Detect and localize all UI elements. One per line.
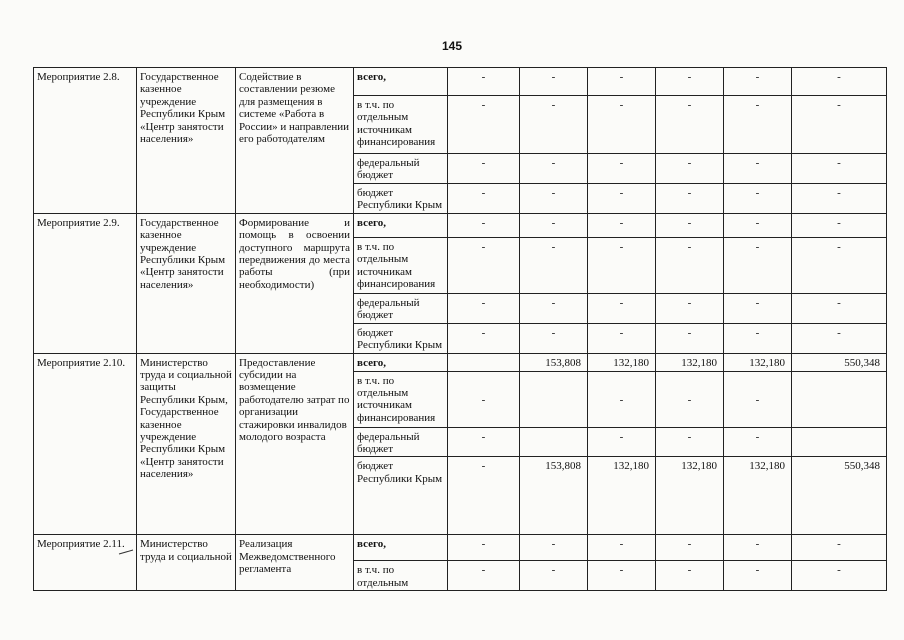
value-cell: - — [792, 96, 887, 154]
description-cell: Формирование и помощь в освоении доступного маршрута передвижения до места работы (при необходимости) — [236, 213, 354, 353]
value-cell: - — [588, 68, 656, 96]
source-label: всего, — [354, 213, 448, 237]
value-cell: 132,180 — [724, 353, 792, 371]
source-label: в т.ч. по отдельным источникам финансирования — [354, 96, 448, 154]
value-cell: - — [724, 323, 792, 353]
value-cell: - — [588, 535, 656, 561]
description-cell: Содействие в составлении резюме для размещения в системе «Работа в России» и направлении его работодателям — [236, 68, 354, 214]
value-cell: - — [588, 96, 656, 154]
value-cell: - — [724, 371, 792, 427]
value-cell: - — [520, 535, 588, 561]
value-cell: - — [520, 293, 588, 323]
value-cell: - — [656, 293, 724, 323]
source-label: федеральный бюджет — [354, 427, 448, 457]
value-cell: - — [724, 183, 792, 213]
source-label: всего, — [354, 535, 448, 561]
value-cell: - — [588, 213, 656, 237]
value-cell: - — [588, 427, 656, 457]
source-label: бюджет Республики Крым — [354, 323, 448, 353]
source-label: в т.ч. по отдельным источникам финансирования — [354, 237, 448, 293]
value-cell: - — [656, 561, 724, 591]
value-cell: - — [588, 154, 656, 184]
value-cell: - — [792, 183, 887, 213]
value-cell: 132,180 — [656, 353, 724, 371]
value-cell: - — [520, 96, 588, 154]
value-cell: - — [448, 535, 520, 561]
measure-cell: Мероприятие 2.10. — [34, 353, 137, 535]
value-cell: - — [448, 154, 520, 184]
source-label: всего, — [354, 68, 448, 96]
value-cell: - — [724, 154, 792, 184]
funding-table — [33, 67, 887, 591]
value-cell: - — [588, 183, 656, 213]
executor-cell: Государственное казенное учреждение Республики Крым «Центр занятости населения» — [137, 213, 236, 353]
executor-cell: Министерство труда и социальной — [137, 535, 236, 591]
value-cell: - — [656, 68, 724, 96]
value-cell: - — [656, 237, 724, 293]
value-cell: - — [724, 535, 792, 561]
description-cell: Реализация Межведомственного регламента — [236, 535, 354, 591]
table-row — [34, 535, 887, 561]
value-cell: - — [588, 293, 656, 323]
source-label: федеральный бюджет — [354, 154, 448, 184]
source-label: всего, — [354, 353, 448, 371]
source-label: в т.ч. по отдельным — [354, 561, 448, 591]
value-cell: - — [448, 561, 520, 591]
value-cell — [792, 371, 887, 427]
value-cell: - — [588, 371, 656, 427]
table-row — [34, 213, 887, 237]
value-cell: 153,808 — [520, 353, 588, 371]
value-cell: - — [724, 427, 792, 457]
value-cell: - — [724, 68, 792, 96]
value-cell: - — [520, 237, 588, 293]
value-cell: - — [792, 213, 887, 237]
value-cell: - — [792, 293, 887, 323]
value-cell: - — [792, 323, 887, 353]
value-cell: - — [520, 154, 588, 184]
value-cell — [792, 427, 887, 457]
value-cell: - — [448, 96, 520, 154]
value-cell: - — [656, 96, 724, 154]
value-cell: - — [792, 68, 887, 96]
table-row — [34, 353, 887, 371]
value-cell: - — [448, 293, 520, 323]
value-cell: - — [448, 237, 520, 293]
value-cell: - — [792, 237, 887, 293]
value-cell: - — [724, 213, 792, 237]
value-cell: - — [520, 213, 588, 237]
value-cell: 153,808 — [520, 457, 588, 535]
value-cell: - — [448, 323, 520, 353]
source-label: бюджет Республики Крым — [354, 183, 448, 213]
value-cell: - — [724, 293, 792, 323]
value-cell: - — [520, 323, 588, 353]
source-label: бюджет Республики Крым — [354, 457, 448, 535]
source-label: федеральный бюджет — [354, 293, 448, 323]
value-cell — [448, 353, 520, 371]
value-cell: - — [448, 457, 520, 535]
value-cell: - — [656, 323, 724, 353]
value-cell: - — [448, 183, 520, 213]
value-cell: 132,180 — [588, 353, 656, 371]
value-cell: - — [792, 154, 887, 184]
value-cell: - — [520, 183, 588, 213]
value-cell: - — [448, 213, 520, 237]
value-cell: - — [656, 427, 724, 457]
measure-cell: Мероприятие 2.8. — [34, 68, 137, 214]
value-cell: - — [448, 371, 520, 427]
value-cell: - — [792, 561, 887, 591]
value-cell: - — [724, 237, 792, 293]
value-cell: 132,180 — [588, 457, 656, 535]
value-cell — [520, 427, 588, 457]
value-cell: - — [656, 213, 724, 237]
value-cell: - — [792, 535, 887, 561]
value-cell: - — [588, 323, 656, 353]
pen-stroke-mark — [118, 549, 134, 555]
measure-cell: Мероприятие 2.11. — [34, 535, 137, 591]
value-cell: - — [588, 237, 656, 293]
source-label: в т.ч. по отдельным источникам финансирования — [354, 371, 448, 427]
executor-cell: Государственное казенное учреждение Республики Крым «Центр занятости населения» — [137, 68, 236, 214]
value-cell: - — [656, 154, 724, 184]
description-cell: Предоставление субсидии на возмещение работодателю затрат по организации стажировки инвалидов молодого возраста — [236, 353, 354, 535]
value-cell: 132,180 — [656, 457, 724, 535]
value-cell: - — [656, 371, 724, 427]
value-cell: - — [520, 561, 588, 591]
value-cell: - — [724, 561, 792, 591]
value-cell — [520, 371, 588, 427]
value-cell: - — [588, 561, 656, 591]
value-cell: - — [724, 96, 792, 154]
value-cell: 550,348 — [792, 353, 887, 371]
measure-cell: Мероприятие 2.9. — [34, 213, 137, 353]
page-number: 145 — [441, 39, 463, 53]
value-cell: - — [656, 535, 724, 561]
value-cell: 550,348 — [792, 457, 887, 535]
value-cell: - — [448, 427, 520, 457]
value-cell: - — [656, 183, 724, 213]
executor-cell: Министерство труда и социальной защиты Республики Крым, Государственное казенное учреждение Республики Крым «Центр занятости населения» — [137, 353, 236, 535]
table-row — [34, 68, 887, 96]
value-cell: - — [520, 68, 588, 96]
value-cell: - — [448, 68, 520, 96]
value-cell: 132,180 — [724, 457, 792, 535]
